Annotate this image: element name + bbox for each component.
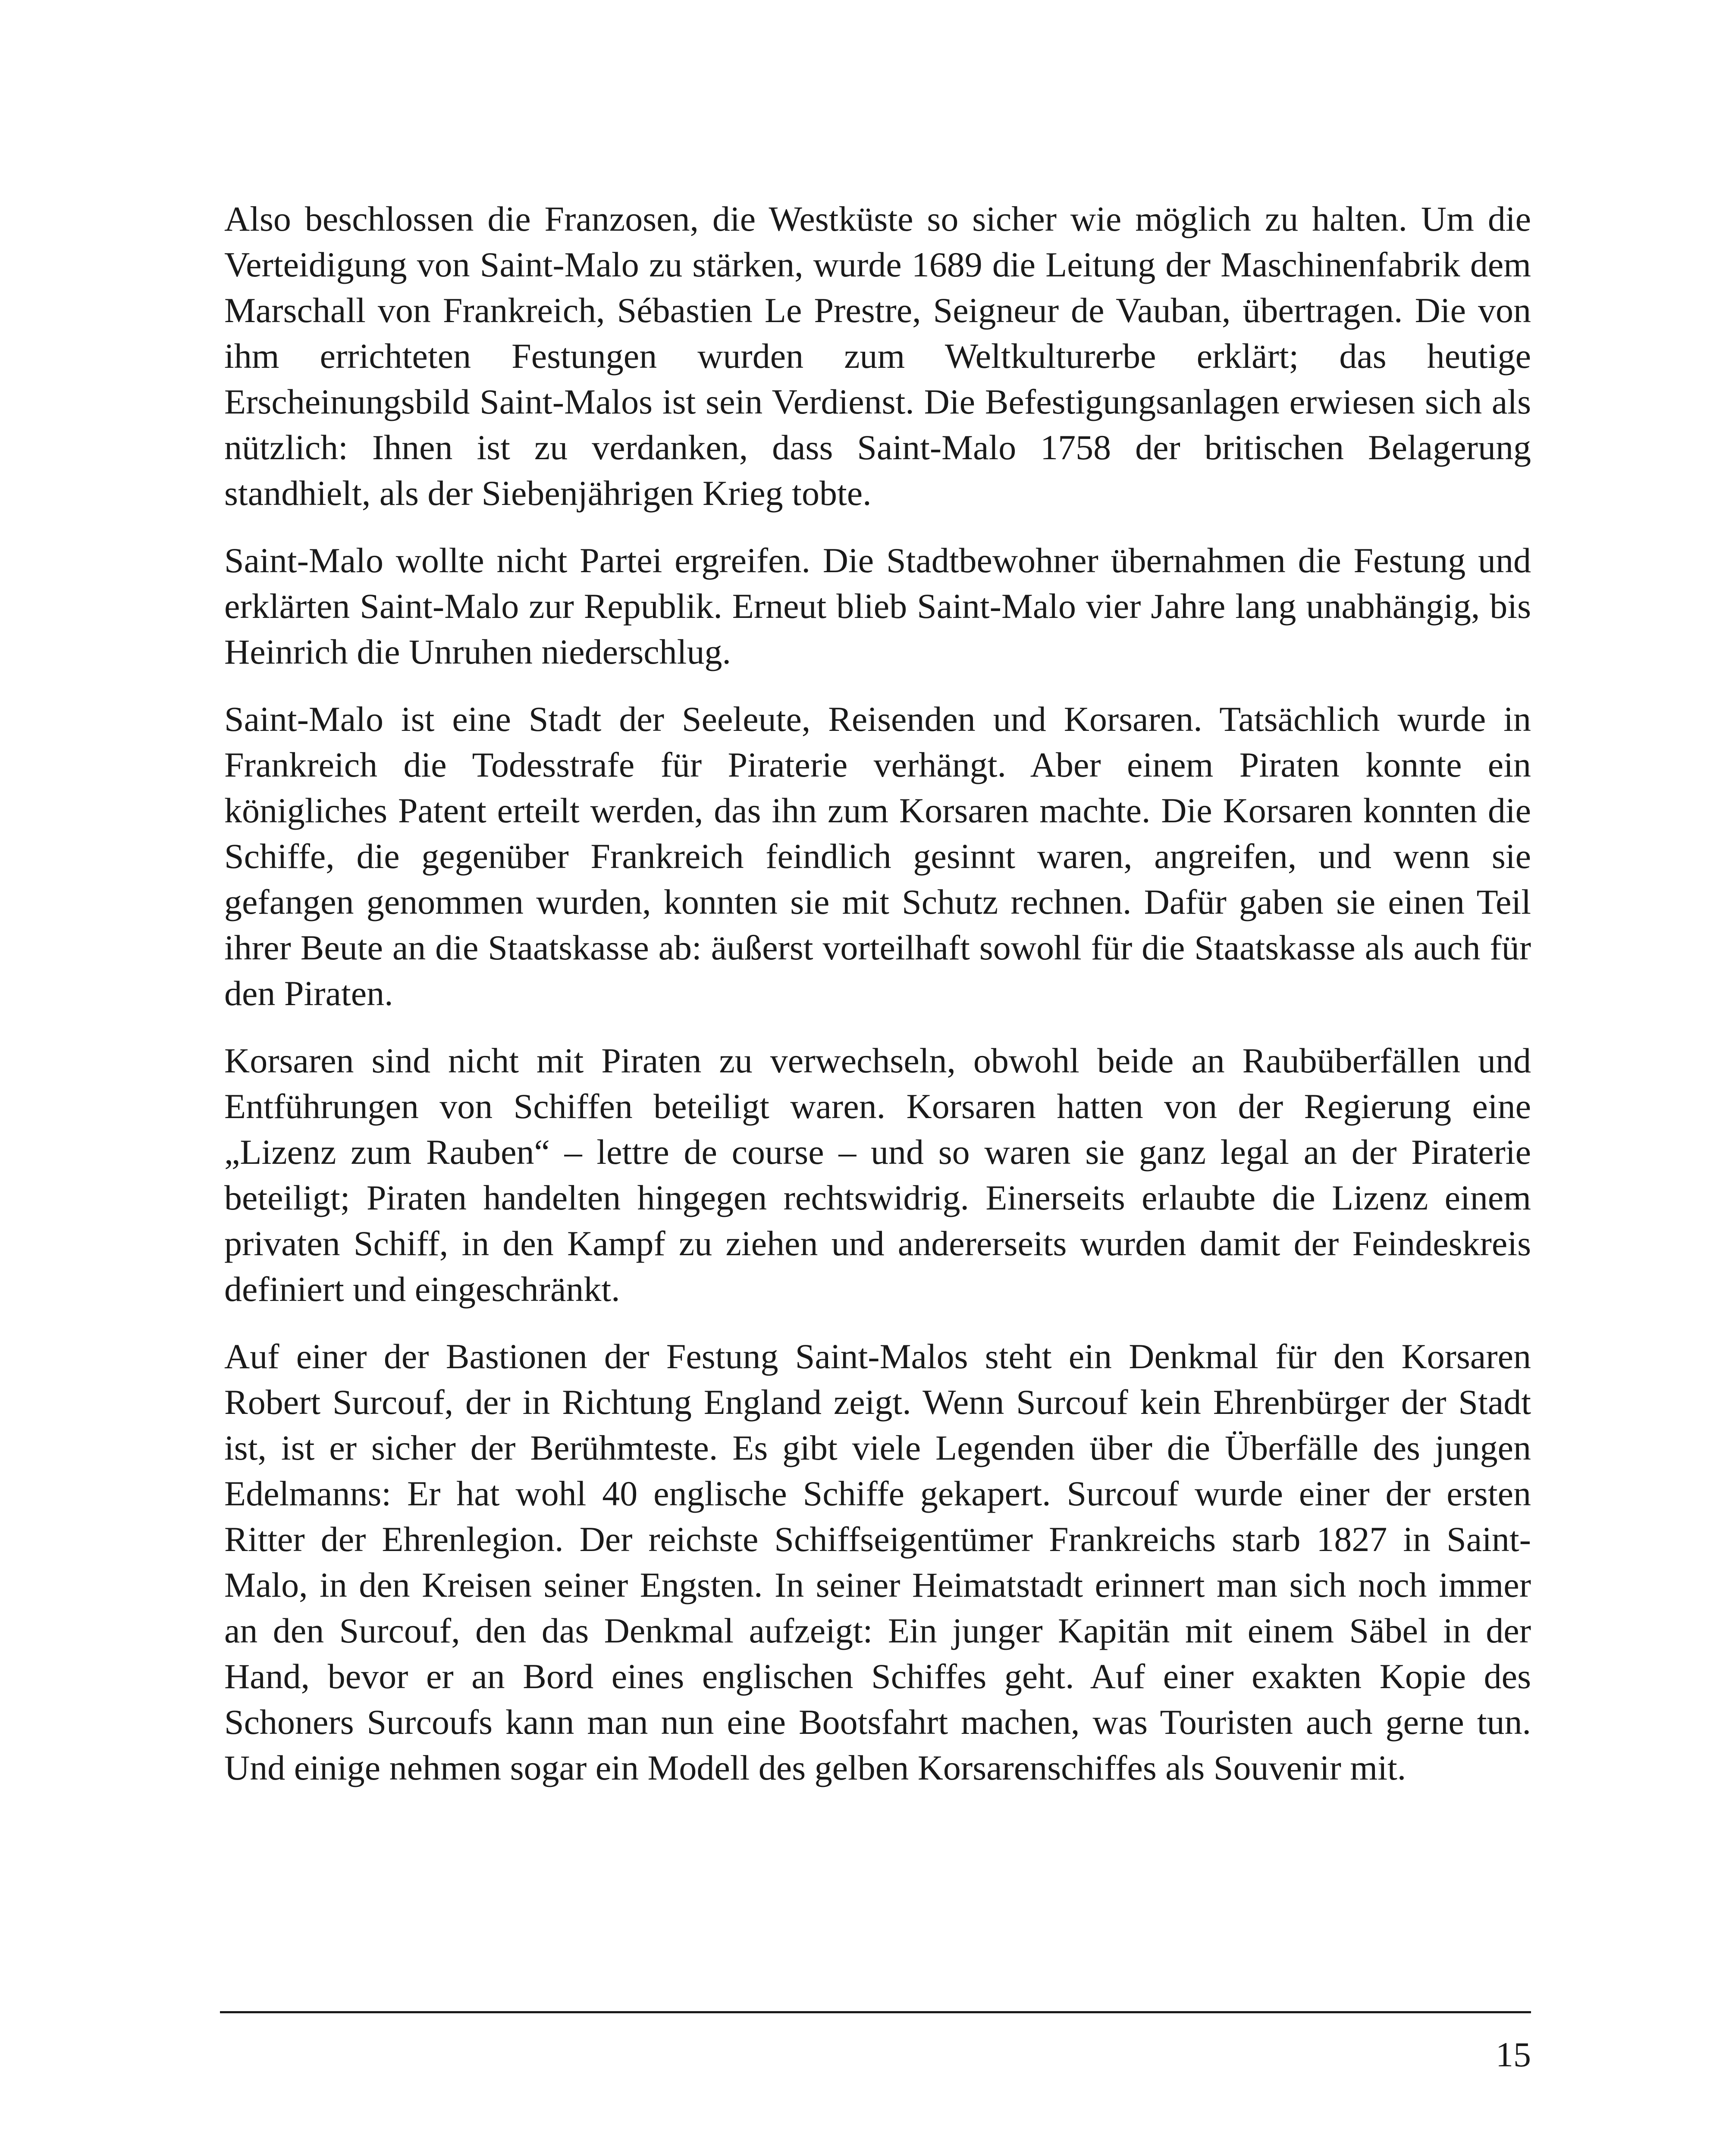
paragraph-surcouf: Auf einer der Bastionen der Festung Saint-Malos steht ein Denkmal für den Korsaren Robert Surcouf, der in Richtung England zeigt. Wenn Surcouf kein Ehrenbürger der Stadt ist, ist er sicher der Berühmteste. Es gibt viele Legenden über die Überfälle des jungen Edelmanns: Er hat wohl 40 englische Schiffe gekapert. Surcouf wurde einer der ersten Ritter der Ehrenlegion. Der reichste Schiffseigentümer Frankreichs starb 1827 in Saint-Malo, in den Kreisen seiner Engsten. In seiner Heimatstadt erinnert man sich noch immer an den Surcouf, den das Denkmal aufzeigt: Ein junger Kapitän mit einem Säbel in der Hand, bevor er an Bord eines englischen Schiffes geht. Auf einer exakten Kopie des Schoners Surcoufs kann man nun eine Bootsfahrt machen, was Touristen auch gerne tun. Und einige nehmen sogar ein Modell des gelben Korsarenschiffes als Souvenir mit.	[224, 1337, 1531, 1787]
paragraph-republic: Saint-Malo wollte nicht Partei ergreifen. Die Stadtbewohner übernahmen die Festung und erklärten Saint-Malo zur Republik. Erneut blieb Saint-Malo vier Jahre lang unabhängig, bis Heinrich die Unruhen niederschlug.	[224, 541, 1531, 671]
body-text	[224, 196, 1531, 1812]
paragraph-license: Korsaren sind nicht mit Piraten zu verwechseln, obwohl beide an Raubüberfällen und Entführungen von Schiffen beteiligt waren. Korsaren hatten von der Regierung eine „Lizenz zum Rauben“ – lettre de course – und so waren sie ganz legal an der Piraterie beteiligt; Piraten handelten hingegen rechtswidrig. Einerseits erlaubte die Lizenz einem privaten Schiff, in den Kampf zu ziehen und andererseits wurden damit der Feindeskreis definiert und eingeschränkt.	[224, 1041, 1531, 1309]
paragraph-corsairs: Saint-Malo ist eine Stadt der Seeleute, Reisenden und Korsaren. Tatsächlich wurde in Frankreich die Todesstrafe für Piraterie verhängt. Aber einem Piraten konnte ein königliches Patent erteilt werden, das ihn zum Korsaren machte. Die Korsaren konnten die Schiffe, die gegenüber Frankreich feindlich gesinnt waren, angreifen, und wenn sie gefangen genommen wurden, konnten sie mit Schutz rechnen. Dafür gaben sie einen Teil ihrer Beute an die Staatskasse ab: äußerst vorteilhaft sowohl für die Staatskasse als auch für den Piraten.	[224, 699, 1531, 1013]
page-number: 15	[1496, 2035, 1531, 2074]
footer-divider	[220, 2011, 1531, 2013]
paragraph-vauban: Also beschlossen die Franzosen, die Westküste so sicher wie möglich zu halten. Um die Verteidigung von Saint-Malo zu stärken, wurde 1689 die Leitung der Maschinenfabrik dem Marschall von Frankreich, Sébastien Le Prestre, Seigneur de Vauban, übertragen. Die von ihm errichteten Festungen wurden zum Weltkulturerbe erklärt; das heutige Erscheinungsbild Saint-Malos ist sein Verdienst. Die Befestigungsanlagen erwiesen sich als nützlich: Ihnen ist zu verdanken, dass Saint-Malo 1758 der britischen Belagerung standhielt, als der Siebenjährigen Krieg tobte.	[224, 199, 1531, 513]
